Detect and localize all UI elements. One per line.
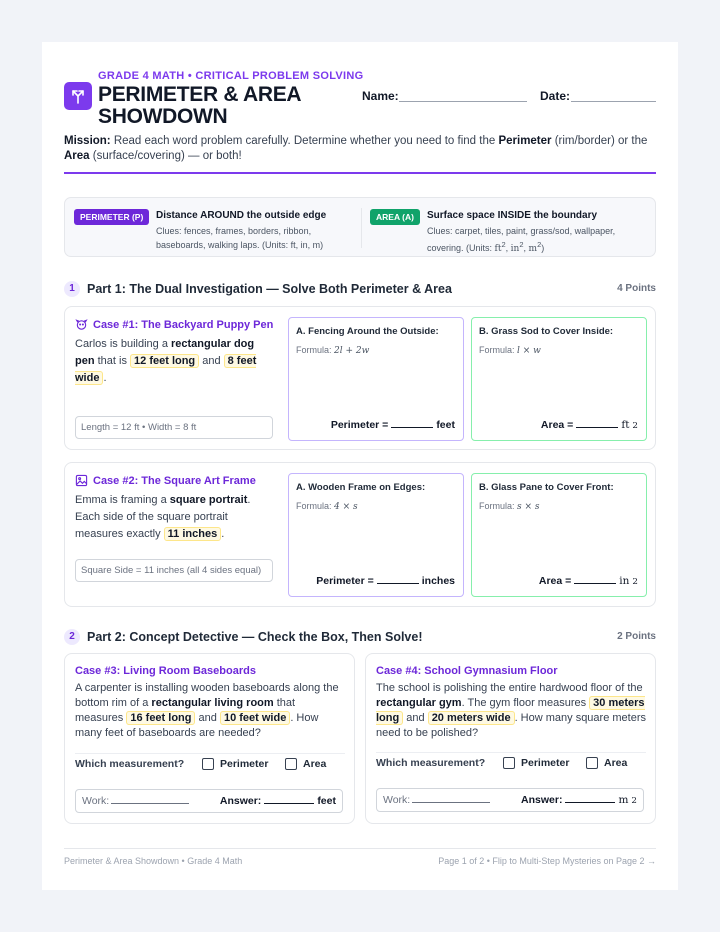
part1-points: 4 Points bbox=[617, 283, 656, 294]
case3-work-label: Work: bbox=[82, 795, 189, 807]
footer-divider bbox=[64, 848, 656, 849]
case4-question: Which measurement? bbox=[376, 757, 486, 769]
area-definition: Surface space INSIDE the boundary bbox=[427, 210, 598, 221]
case3-work-row bbox=[75, 789, 343, 813]
split-arrows-icon bbox=[64, 82, 92, 110]
answer-blank[interactable] bbox=[574, 583, 616, 584]
case3-answer: Answer: feet bbox=[219, 795, 336, 807]
case2-perimeter-answer: Perimeter = inches bbox=[316, 575, 455, 587]
answer-blank[interactable] bbox=[264, 803, 314, 804]
case3-area-option: Area bbox=[303, 758, 327, 770]
perimeter-definition: Distance AROUND the outside edge bbox=[156, 210, 327, 221]
case2-area-formula: Formula: s × s bbox=[479, 501, 540, 512]
date-field[interactable] bbox=[571, 101, 656, 102]
case3-question: Which measurement? bbox=[75, 758, 185, 770]
case3-problem: A carpenter is installing wooden baseboards along the bottom rim of a rectangular living room that measures 16 feet long and 10 feet wide . How many feet of baseboards are needed? bbox=[75, 682, 339, 739]
name-label: Name: bbox=[362, 89, 399, 103]
part2-points: 2 Points bbox=[617, 631, 656, 642]
case1-title: Case #1: The Backyard Puppy Pen bbox=[75, 318, 273, 331]
mission-text: Mission: Read each word problem carefully. Determine whether you need to find the Perimeter (rim/border) or the Area (surface/covering) — or both! bbox=[64, 135, 648, 162]
divider bbox=[376, 752, 646, 753]
case1-given: Length = 12 ft • Width = 8 ft bbox=[75, 416, 273, 439]
case2-area-answer: Area = in 2 bbox=[538, 575, 638, 587]
case3-perimeter-option: Perimeter bbox=[220, 758, 269, 770]
case1-perimeter-answer: Perimeter = feet bbox=[330, 419, 455, 431]
case1-perimeter-heading: A. Fencing Around the Outside: bbox=[296, 326, 439, 337]
footer-left: Perimeter & Area Showdown • Grade 4 Math bbox=[64, 856, 243, 866]
page-title: PERIMETER & AREA SHOWDOWN bbox=[98, 83, 301, 128]
case1-area-answer: Area = ft 2 bbox=[540, 419, 638, 431]
part1-title: Part 1: The Dual Investigation — Solve Both Perimeter & Area bbox=[87, 282, 452, 296]
work-blank[interactable] bbox=[111, 803, 189, 804]
work-blank[interactable] bbox=[412, 802, 490, 803]
case2-perimeter-heading: A. Wooden Frame on Edges: bbox=[296, 482, 426, 493]
name-field[interactable] bbox=[399, 101, 527, 102]
case4-area-option: Area bbox=[604, 757, 628, 769]
case1-area-heading: B. Grass Sod to Cover Inside: bbox=[479, 326, 614, 337]
case1-area-box[interactable] bbox=[471, 317, 647, 441]
case2-title: Case #2: The Square Art Frame bbox=[75, 474, 256, 487]
case2-area-box[interactable] bbox=[471, 473, 647, 597]
case1-perimeter-box[interactable] bbox=[288, 317, 464, 441]
case4-perimeter-option: Perimeter bbox=[521, 757, 570, 769]
legend-panel bbox=[64, 197, 656, 257]
header-kicker: GRADE 4 MATH • CRITICAL PROBLEM SOLVING bbox=[98, 70, 364, 82]
answer-blank[interactable] bbox=[576, 427, 618, 428]
answer-blank[interactable] bbox=[565, 802, 615, 803]
legend-divider bbox=[361, 208, 362, 248]
area-clues: Clues: carpet, tiles, paint, grass/sod, wallpaper, covering. (Units: $ft^2$, $in^2$, $m^2$) bbox=[427, 226, 616, 254]
case4-work-row bbox=[376, 788, 644, 812]
picture-frame-icon bbox=[75, 474, 88, 487]
case4-card bbox=[365, 653, 656, 824]
perimeter-clues: Clues: fences, frames, borders, ribbon, baseboards, walking laps. (Units: ft, in, m) bbox=[156, 226, 324, 250]
case1-area-formula: Formula: l × w bbox=[479, 345, 541, 356]
part2-title: Part 2: Concept Detective — Check the Box, Then Solve! bbox=[87, 630, 423, 644]
case3-perimeter-checkbox[interactable] bbox=[202, 758, 214, 770]
case4-area-checkbox[interactable] bbox=[586, 757, 598, 769]
case4-problem: The school is polishing the entire hardwood floor of the rectangular gym. The gym floor measures 30 meters long and 20 meters wide . How many square meters need to be polished? bbox=[376, 682, 646, 739]
case1-problem: Carlos is building a rectangular dog pen that is 12 feet long and 8 feet wide . bbox=[75, 338, 257, 384]
case2-card bbox=[64, 462, 656, 607]
case2-area-heading: B. Glass Pane to Cover Front: bbox=[479, 482, 614, 493]
case2-perimeter-formula: Formula: 4 × s bbox=[296, 501, 358, 512]
footer-right: Page 1 of 2 • Flip to Multi-Step Mysteries on Page 2 → bbox=[438, 856, 656, 866]
divider bbox=[75, 753, 345, 754]
case2-perimeter-box[interactable] bbox=[288, 473, 464, 597]
case4-title: Case #4: School Gymnasium Floor bbox=[376, 665, 558, 677]
answer-blank[interactable] bbox=[391, 427, 433, 428]
case3-area-checkbox[interactable] bbox=[285, 758, 297, 770]
case4-work-label: Work: bbox=[383, 794, 490, 806]
case1-perimeter-formula: Formula: 2l + 2w bbox=[296, 345, 370, 356]
case4-answer: Answer: m 2 bbox=[521, 794, 637, 806]
dog-face-icon bbox=[75, 318, 88, 331]
area-badge: AREA (A) bbox=[370, 209, 420, 225]
case1-card bbox=[64, 306, 656, 450]
part2-number: 2 bbox=[64, 629, 80, 645]
header-divider bbox=[64, 172, 656, 174]
case2-problem: Emma is framing a square portrait. Each side of the square portrait measures exactly 11 inches . bbox=[75, 494, 251, 540]
part1-number: 1 bbox=[64, 281, 80, 297]
date-label: Date: bbox=[540, 89, 571, 103]
answer-blank[interactable] bbox=[377, 583, 419, 584]
worksheet-page bbox=[42, 42, 678, 890]
perimeter-badge: PERIMETER (P) bbox=[74, 209, 149, 225]
case3-card bbox=[64, 653, 355, 824]
case3-title: Case #3: Living Room Baseboards bbox=[75, 665, 256, 677]
case4-perimeter-checkbox[interactable] bbox=[503, 757, 515, 769]
case2-given: Square Side = 11 inches (all 4 sides equal) bbox=[75, 559, 273, 582]
